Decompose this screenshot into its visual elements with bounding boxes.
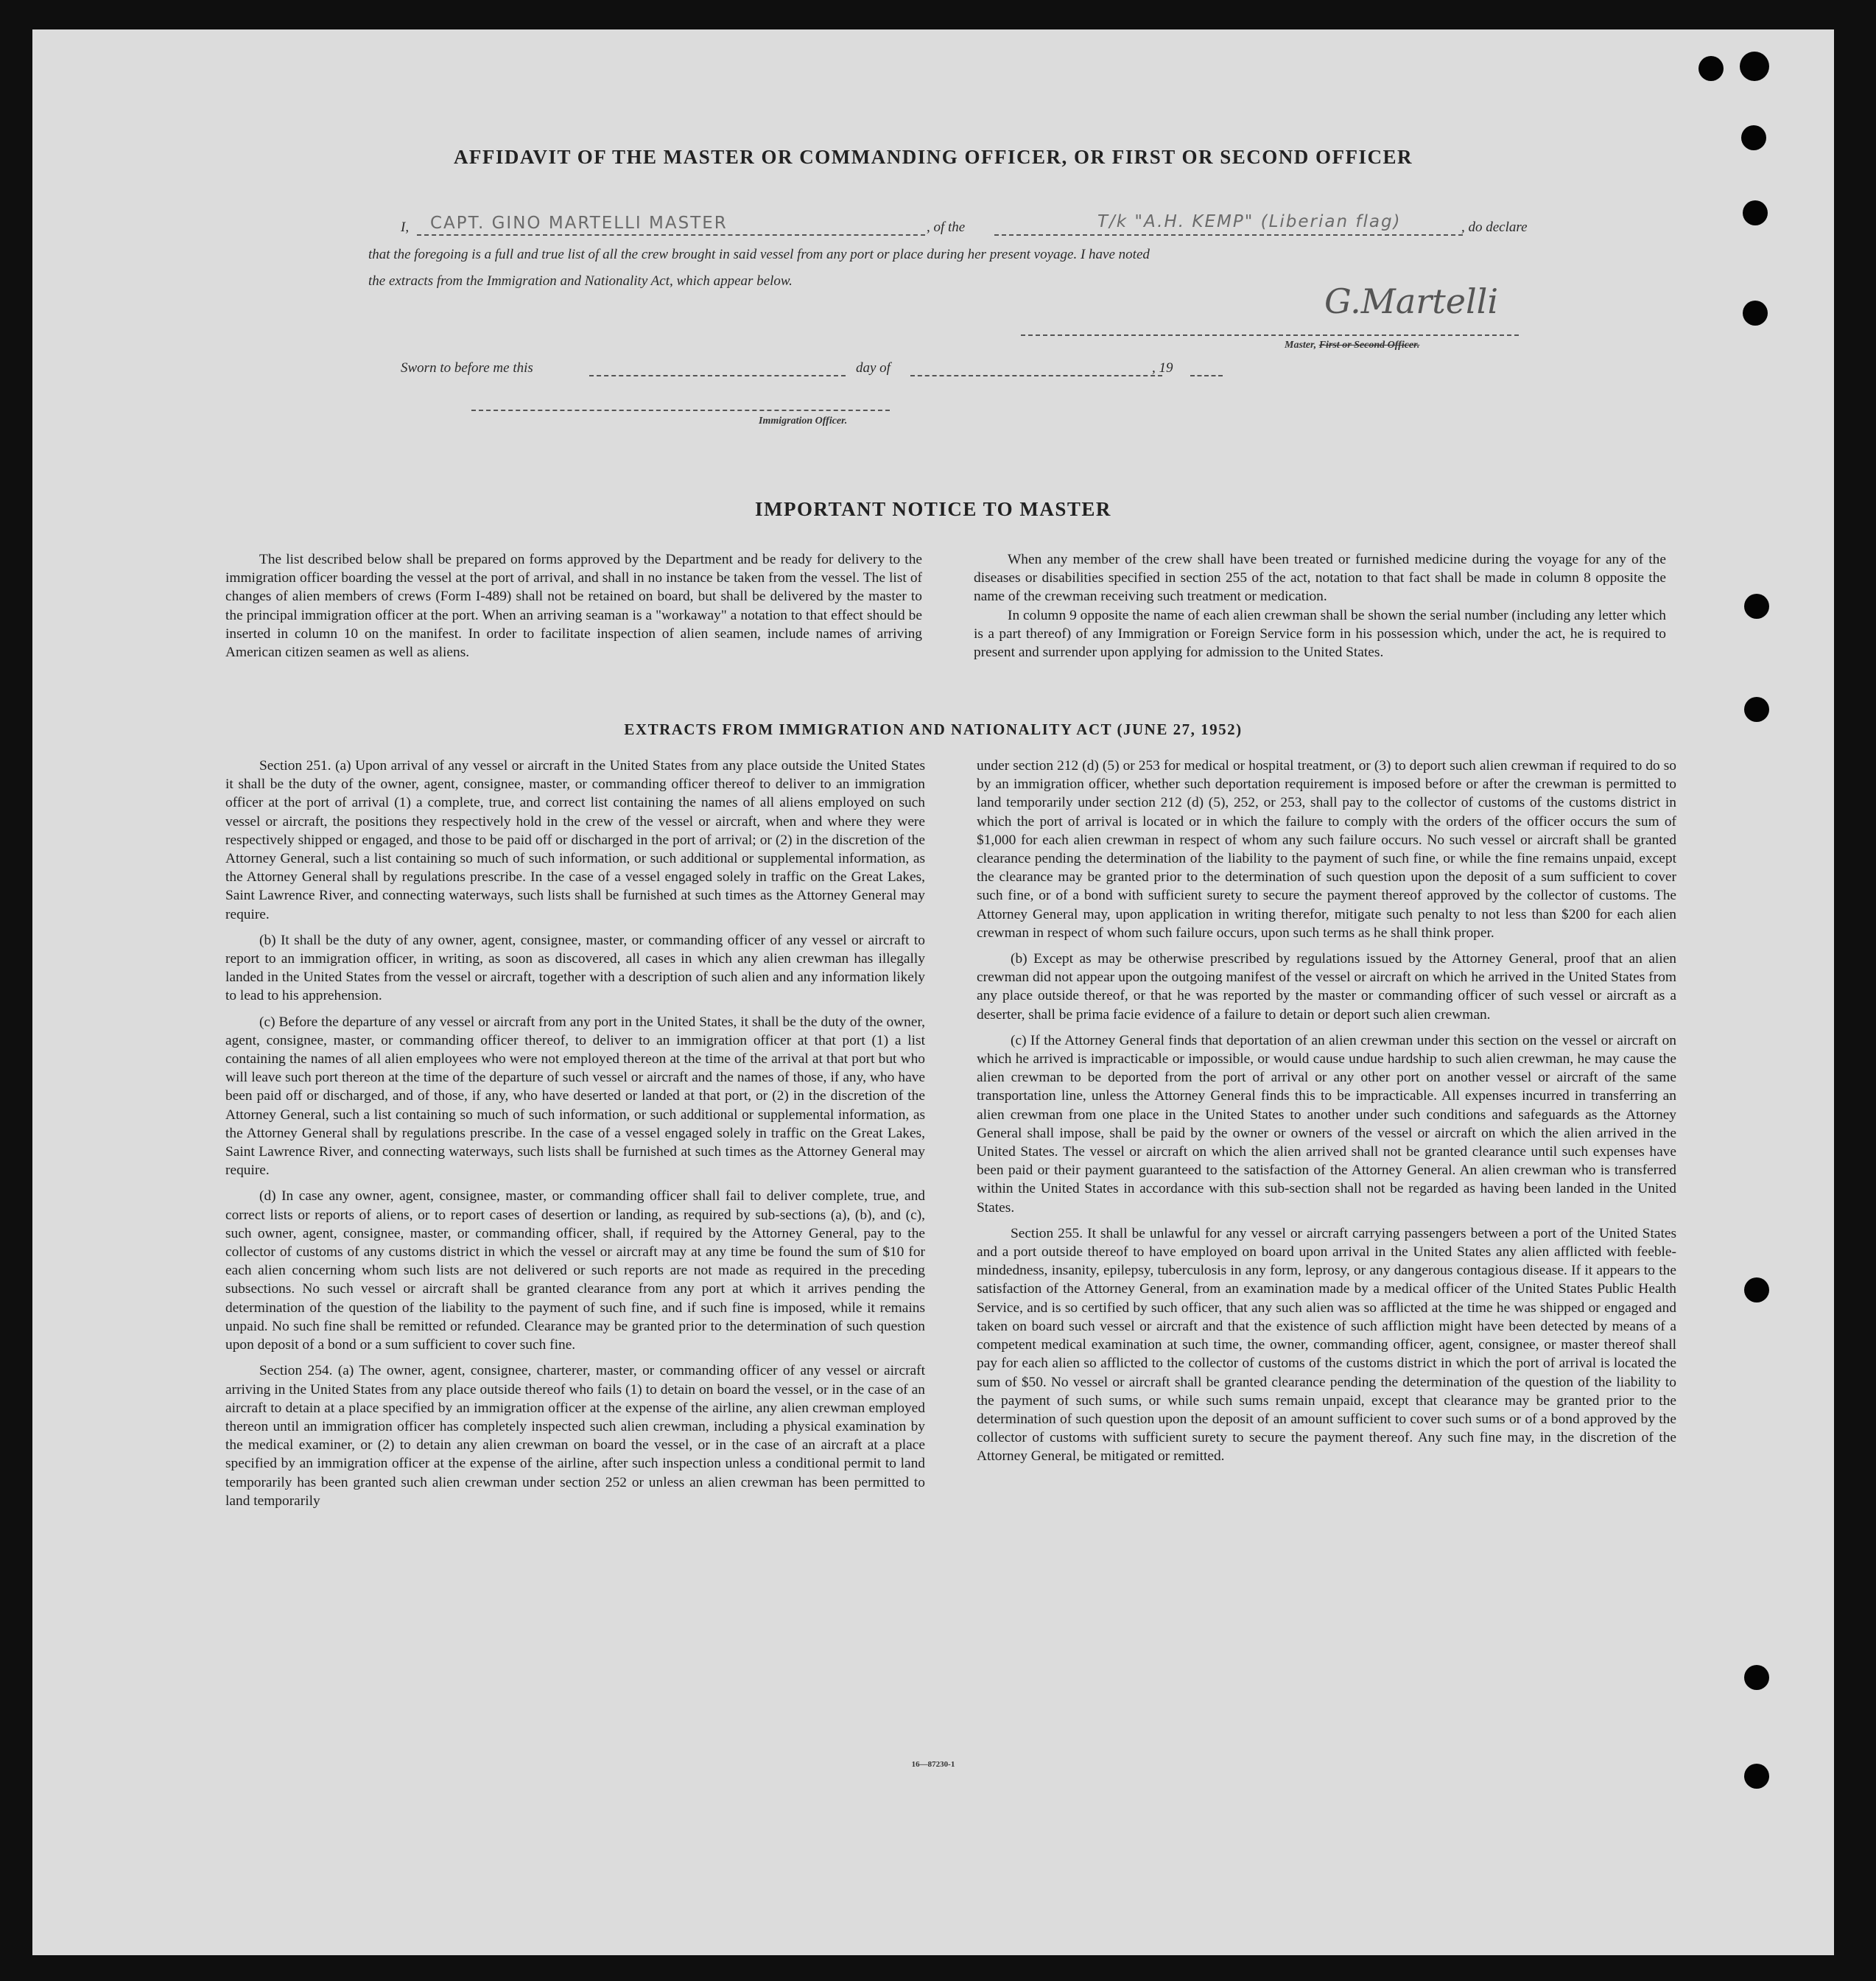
form-number: 16—87230-1 xyxy=(911,1760,955,1769)
section-251-c: (c) Before the departure of any vessel or aircraft from any port in the United States, it shall be the duty of the owner, agent, consignee, master, or commanding officer thereof, to deliver to an immigration officer at that port (1) a list containing the names of all alien employees who were not employed thereon at the time of the arrival at that port but who will leave such port thereon at the time of the departure of such vessel or aircraft and the names of those, if any, who have been paid off or discharged, and of those, if any, who have deserted or landed at that port, or (2) in the discretion of the Attorney General, such a list containing so much of such information, or such additional or supplemental information, as the Attorney General shall by regulations prescribe. In the case of a vessel engaged solely in traffic on the Great Lakes, Saint Lawrence River, and connecting waterways, such lists shall be furnished at such times as the Attorney General may require. xyxy=(225,1014,925,1179)
section-255: Section 255. It shall be unlawful for any vessel or aircraft carrying passengers between a port of the United States and a port outside thereof to have employed on board upon arrival in the United States any alien afflicted with feeble-mindedness, insanity, epilepsy, tuberculosis in any form, leprosy, or any dangerous contagious disease. If it appears to the satisfaction of the Attorney General, from an examination made by a medical officer of the United States Public Health Service, and is so certified by such officer, that any such alien was so afflicted at the time he was shipped or engaged and taken on board such vessel or aircraft and that the existence of such affliction might have been detected by means of a competent medical examination at such time, the owner, commanding officer, agent, consignee, or master thereof shall pay for each alien so afflicted to the collector of customs of the customs district in which the port of arrival is located the sum of $50. No vessel or aircraft shall be granted clearance pending the determination of the question of the liability to the payment of such sums, or while such sums remain unpaid, except that clearance may be granted prior to the determination of such question upon the deposit of an amount sufficient to cover such sums or of a bond approved by the collector of customs with sufficient surety to secure the payment thereof. Any such fine may, in the discretion of the Attorney General, be mitigated or remitted. xyxy=(977,1225,1676,1465)
section-254-c: (c) If the Attorney General finds that deportation of an alien crewman under this section on the vessel or aircraft on which he arrived is impracticable or impossible, or would cause undue hardship to such alien crewman, he may cause the alien crewman to be deported from the port of arrival or any other port on another vessel or aircraft of the same transportation line, unless the Attorney General finds this to be impracticable. All expenses incurred in transferring an alien crewman from one place in the United States to another under such conditions and safeguards as the Attorney General shall impose, shall be paid by the owner or owners of the vessel or aircraft on which the alien arrived in the United States. The vessel or aircraft on which the alien arrived shall not be granted clearance until such expenses have been paid or their payment guaranteed to the satisfaction of the Attorney General. An alien crewman who is transferred within the United States in accordance with this sub-section shall not be regarded as having been landed in the United States. xyxy=(977,1032,1676,1216)
section-251-a: Section 251. (a) Upon arrival of any vessel or aircraft in the United States from any place outside the United States it shall be the duty of the owner, agent, consignee, master, or commanding officer thereof to deliver to an immigration officer at the port of arrival (1) a complete, true, and correct list containing the names of all aliens employed on such vessel or aircraft, the positions they respectively hold in the crew of the vessel or aircraft, when and where they were respectively shipped or engaged, and those to be paid off or discharged in the port of arrival; or (2) in the discretion of the Attorney General, such a list containing so much of such information, or such additional or supplemental information, as the Attorney General shall by regulations prescribe. In the case of a vessel engaged solely in traffic on the Great Lakes, Saint Lawrence River, and connecting waterways, such lists shall be furnished at such times as the Attorney General may require. xyxy=(225,758,925,922)
extracts-title: EXTRACTS FROM IMMIGRATION AND NATIONALITY ACT (JUNE 27, 1952) xyxy=(624,720,1243,738)
year-underline xyxy=(1190,375,1223,376)
section-251-b: (b) It shall be the duty of any owner, agent, consignee, master, or commanding officer of any vessel or aircraft to report to an immigration officer, in writing, as soon as discovered, all cases in which any alien crewman has illegally landed in the United States from the vessel or aircraft, together with a description of such alien and any information likely to lead to his apprehension. xyxy=(225,932,925,1004)
sworn-label: Sworn to before me this xyxy=(401,360,533,376)
punch-hole xyxy=(1744,1277,1769,1302)
punch-hole xyxy=(1743,200,1768,225)
affidavit-title: AFFIDAVIT OF THE MASTER OR COMMANDING OFFICER, OR FIRST OR SECOND OFFICER xyxy=(453,146,1413,168)
notice-left-paragraph: The list described below shall be prepared on forms approved by the Department and be ready for delivery to the immigration officer boarding the vessel at the port of arrival, and shall in no instance be taken from the vessel. The list of changes of alien members of crews (Form I-489) shall not be retained on board, but shall be delivered by the master to the principal immigration officer at the port. When an arriving seaman is a "workaway" a notation to that effect should be inserted in column 10 on the manifest. In order to facilitate inspection of alien seamen, include names of arriving American citizen seamen as well as aliens. xyxy=(225,552,922,661)
name-underline xyxy=(417,234,925,236)
year-label: , 19 xyxy=(1152,360,1173,376)
i-label: I, xyxy=(401,220,410,235)
punch-hole xyxy=(1744,594,1769,619)
vessel-underline xyxy=(994,234,1463,236)
declaration-line-3: the extracts from the Immigration and Nationality Act, which appear below. xyxy=(368,273,793,289)
signature-underline xyxy=(1021,334,1519,336)
vessel-handwriting: T/k "A.H. KEMP" (Liberian flag) xyxy=(1097,212,1402,231)
section-254-b: (b) Except as may be otherwise prescribed by regulations issued by the Attorney General, proof that an alien crewman did not appear upon the outgoing manifest of the vessel or aircraft on which he arrived in the United States from any place outside thereof, or that he was reported by the master or commanding officer of such vessel or aircraft as a deserter, shall be prima facie evidence of a failure to detain or deport such alien crewman. xyxy=(977,951,1676,1023)
extracts-left-column xyxy=(225,757,925,1518)
document-page xyxy=(32,29,1834,1955)
sworn-day-underline xyxy=(589,375,846,376)
punch-hole xyxy=(1741,125,1766,150)
day-of-label: day of xyxy=(856,360,890,376)
declaration-line-2: that the foregoing is a full and true list of all the crew brought in said vessel from any port or place during her present voyage. I have noted xyxy=(368,247,1150,262)
signature-caption: Master, First or Second Officer. xyxy=(1285,340,1420,351)
punch-hole xyxy=(1740,52,1769,81)
notice-left-column xyxy=(225,550,922,669)
punch-hole xyxy=(1698,56,1724,81)
of-the-label: , of the xyxy=(927,220,966,235)
notice-right-paragraph-2: In column 9 opposite the name of each alien crewman shall be shown the serial number (including any letter which is a part thereof) of any Immigration or Foreign Service form in his possession which, under the act, he is required to present and surrender upon applying for admission to the United States. xyxy=(974,607,1666,661)
section-254-a-continued: under section 212 (d) (5) or 253 for medical or hospital treatment, or (3) to deport such alien crewman if required to do so by an immigration officer, whether such deportation requirement is imposed before or after the crewman is permitted to land temporarily under section 212 (d) (5), 252, or 253, shall pay to the collector of customs of the customs district in which the port of arrival is located or in which the failure to comply with the orders of the officer occurs the sum of $1,000 for each alien crewman in respect of whom any such failure occurs. No such vessel or aircraft shall be granted clearance pending the determination of the liability to the payment of such fine, or while the fine remains unpaid, except the clearance may be granted prior to the determination of such question upon the deposit of a sum sufficient to cover such fine, or of a bond with sufficient surety to secure the payment thereof approved by the collector of customs. The Attorney General may, upon application in writing therefor, mitigate such penalty to not less than $200 for each alien crewman in respect of whom such failure occurs, upon such terms as he shall think proper. xyxy=(977,758,1676,941)
extracts-right-column xyxy=(977,757,1676,1473)
punch-hole xyxy=(1744,1764,1769,1789)
do-declare-label: , do declare xyxy=(1461,220,1528,235)
master-signature: G.Martelli xyxy=(1324,281,1499,321)
notice-right-paragraph-1: When any member of the crew shall have been treated or furnished medicine during the voyage for any of the diseases or disabilities specified in section 255 of the act, notation to that fact shall be made in column 8 opposite the name of the crewman receiving such treatment or medication. xyxy=(974,552,1666,605)
master-name-handwriting: CAPT. GINO MARTELLI MASTER xyxy=(430,214,728,233)
punch-hole xyxy=(1744,1665,1769,1690)
punch-hole xyxy=(1744,697,1769,722)
section-254-a: Section 254. (a) The owner, agent, consignee, charterer, master, or commanding officer of any vessel or aircraft arriving in the United States from any place outside thereof who fails (1) to detain on board the vessel, or in the case of an aircraft to detain at a place specified by an immigration officer at the expense of the airline, any alien crewman employed thereon until an immigration officer has completely inspected such alien crewman, including a physical examination by the medical examiner, or (2) to detain any alien crewman on board the vessel, or in the case of an aircraft at a place specified by an immigration officer at the expense of the airline, after such inspection unless a conditional permit to land temporarily has been granted such alien crewman under section 252 or unless an alien crewman has been permitted to land temporarily xyxy=(225,1363,925,1509)
month-underline xyxy=(910,375,1162,376)
officer-caption: Immigration Officer. xyxy=(759,416,848,427)
section-251-d: (d) In case any owner, agent, consignee, master, or commanding officer shall fail to deliver complete, true, and correct lists or reports of aliens, or to report cases of desertion or landing, as required by sub-sections (a), (b), and (c), such owner, agent, consignee, master, or commanding officer, shall, if required by the Attorney General, pay to the collector of customs of any customs district in which the vessel or aircraft may at any time be found the sum of $10 for each alien concerning whom such lists are not delivered or such reports are not made as required in the preceding subsections. No such vessel or aircraft shall be granted clearance from any port at which it arrives pending the determination of the question of the liability to the payment of such fine, and if such fine is imposed, while it remains unpaid. No such fine shall be remitted or refunded. Clearance may be granted prior to the determination of such question upon deposit of a bond or a sum sufficient to cover such fine. xyxy=(225,1188,925,1353)
officer-underline xyxy=(471,410,890,411)
notice-title: IMPORTANT NOTICE TO MASTER xyxy=(755,498,1111,520)
notice-right-column xyxy=(974,550,1666,669)
punch-hole xyxy=(1743,301,1768,326)
